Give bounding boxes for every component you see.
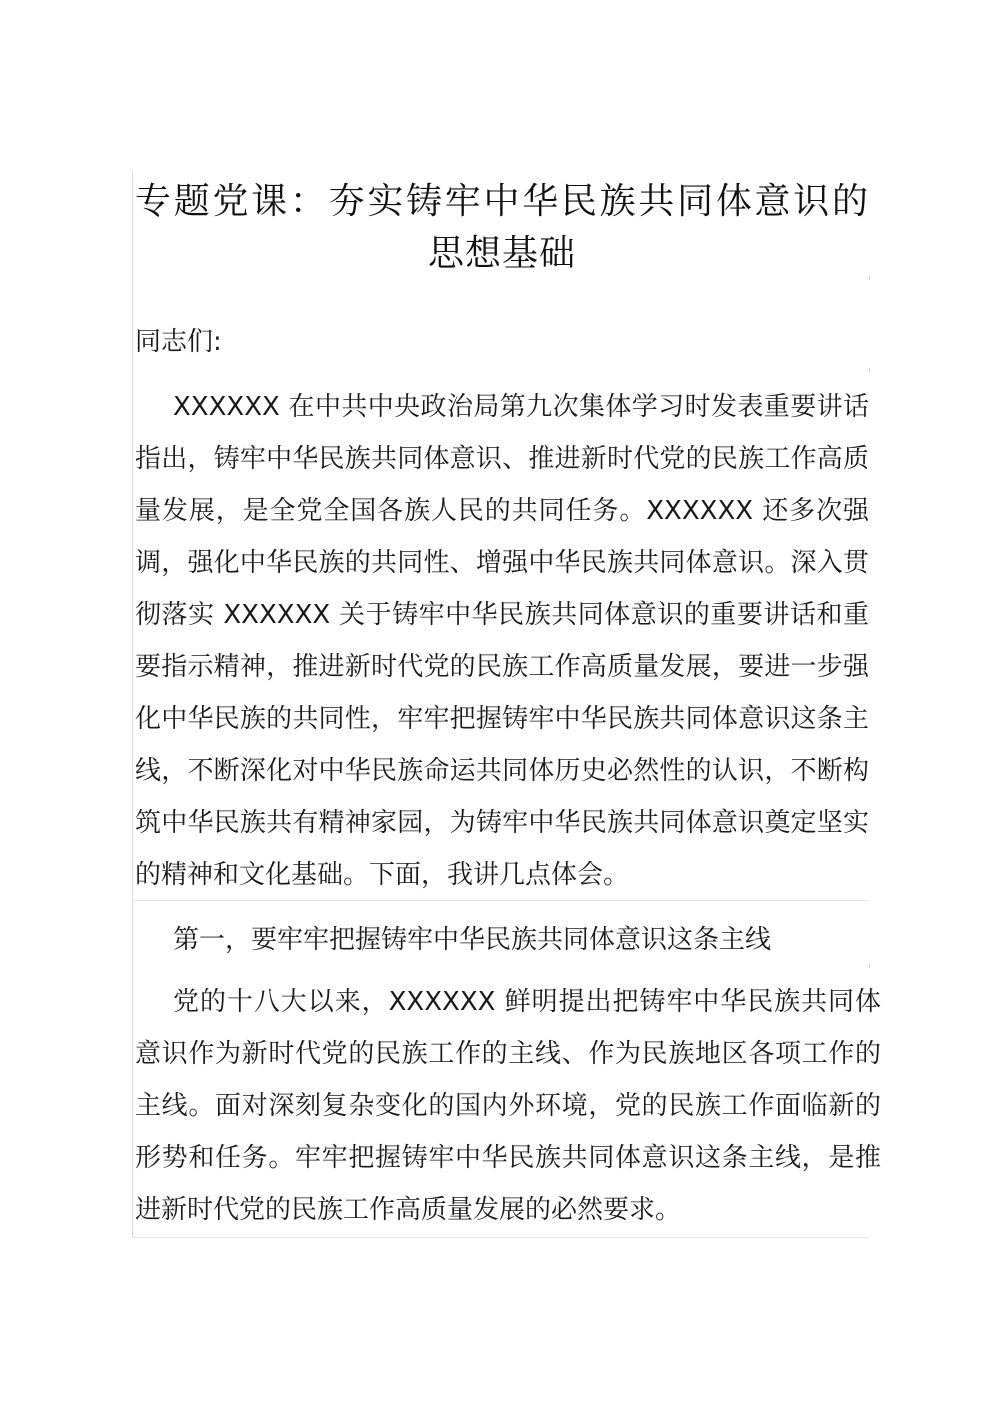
- paragraph-divider: [132, 1237, 869, 1238]
- page-right-tick: [869, 368, 870, 372]
- page-right-tick: [869, 964, 870, 968]
- salutation: 同志们:: [135, 327, 222, 357]
- page-left-border: [132, 172, 133, 1238]
- section-heading-1: 第一，要牢牢把握铸牢中华民族共同体意识这条主线: [173, 925, 772, 955]
- paragraph-section-1: 党的十八大以来，XXXXXX 鲜明提出把铸牢中华民族共同体意识作为新时代党的民族工作的主线、作为民族地区各项工作的主线。面对深刻复杂变化的国内外环境，党的民族工作面临新的形势和任务。牢牢把握铸牢中华民族共同体意识这条主线，是推进新时代党的民族工作高质量发展的必然要求。: [135, 987, 881, 1225]
- page-right-tick: [869, 276, 870, 280]
- paragraph-intro: XXXXXX 在中共中央政治局第九次集体学习时发表重要讲话指出，铸牢中华民族共同体意识、推进新时代党的民族工作高质量发展，是全党全国各族人民的共同任务。XXXXXX 还多次强调，强化中华民族的共同性、增强中华民族共同体意识。深入贯彻落实 XXXXXX 关于铸牢中华民族共同体意识的重要讲话和重要指示精神，推进新时代党的民族工作高质量发展，要进一步强化中华民族的共同性，牢牢把握铸牢中华民族共同体意识这条主线，不断深化对中华民族命运共同体历史必然性的认识，不断构筑中华民族共有精神家园，为铸牢中华民族共同体意识奠定坚实的精神和文化基础。下面，我讲几点体会。: [135, 392, 869, 890]
- document-title: 专题党课：夯实铸牢中华民族共同体意识的思想基础: [135, 181, 869, 274]
